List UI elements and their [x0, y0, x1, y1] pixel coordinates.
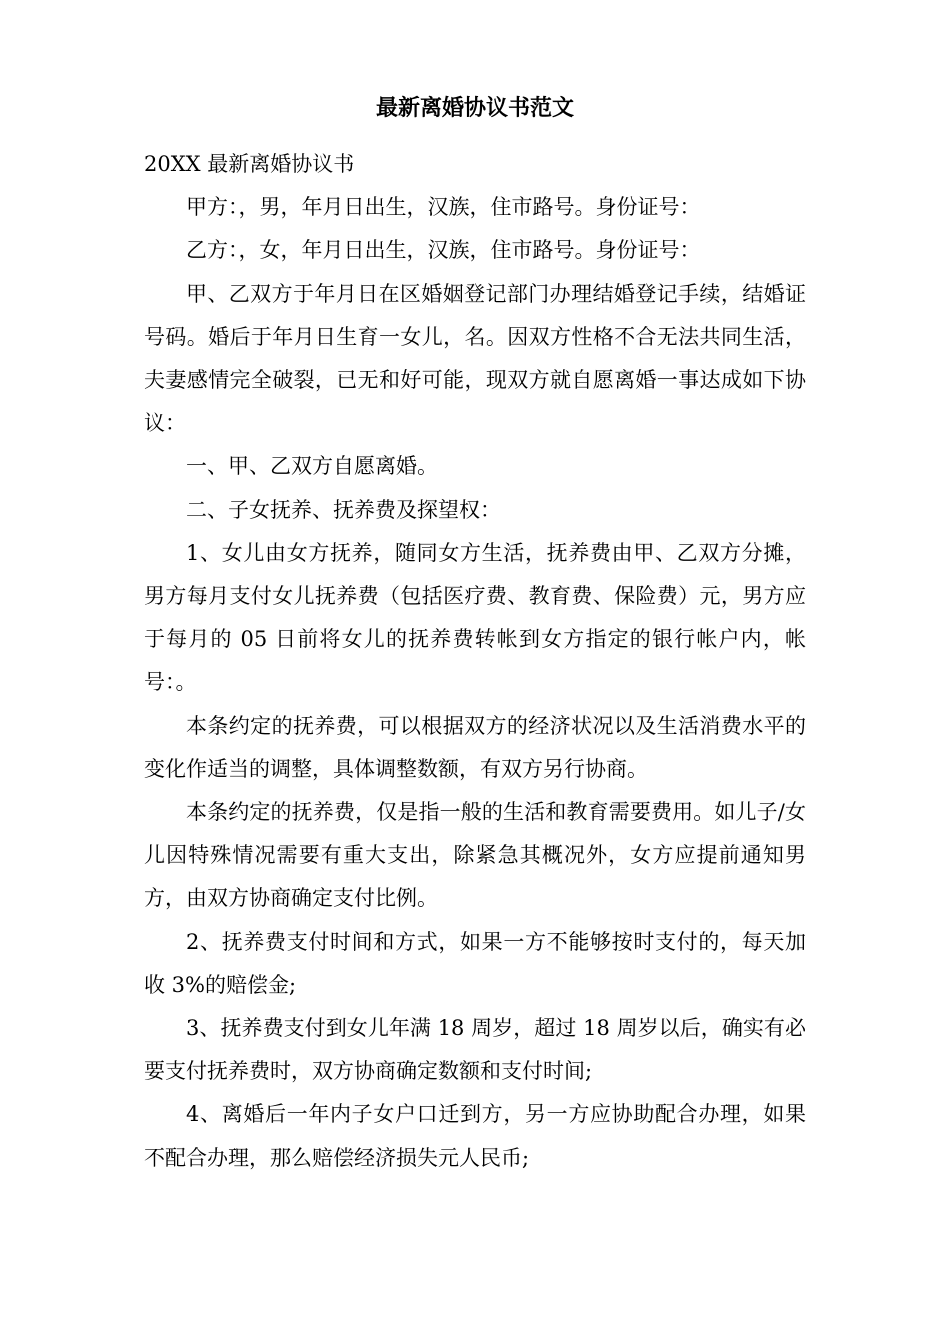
- clause-2-adjustment: 本条约定的抚养费，可以根据双方的经济状况以及生活消费水平的变化作适当的调整，具体调整数额，有双方另行协商。: [144, 713, 806, 781]
- document-title: 最新离婚协议书范文: [375, 95, 574, 121]
- clause-2-item-1: 1、女儿由女方抚养，随同女方生活，抚养费由甲、乙双方分摊，男方每月支付女儿抚养费（包括医疗费、教育费、保险费）元，男方应于每月的 05 日前将女儿的抚养费转帐到女方指定的银行帐户内，帐号：。: [144, 540, 806, 695]
- marriage-background: 甲、乙双方于年月日在区婚姻登记部门办理结婚登记手续，结婚证号码。婚后于年月日生育一女儿，名。因双方性格不合无法共同生活，夫妻感情完全破裂，已无和好可能，现双方就自愿离婚一事达成如下协议：: [144, 281, 806, 436]
- document-body: [144, 143, 806, 1180]
- clause-2-heading: 二、子女抚养、抚养费及探望权：: [186, 497, 501, 522]
- clause-1: 一、甲、乙双方自愿离婚。: [186, 454, 438, 479]
- party-b-info: 乙方：，女，年月日出生，汉族，住市路号。身份证号：: [186, 238, 701, 263]
- clause-2-item-2: 2、抚养费支付时间和方式，如果一方不能够按时支付的，每天加收 3%的赔偿金;: [144, 929, 806, 997]
- clause-2-item-4: 4、离婚后一年内子女户口迁到方，另一方应协助配合办理，如果不配合办理，那么赔偿经济损失元人民币;: [144, 1102, 806, 1170]
- clause-2-scope: 本条约定的抚养费，仅是指一般的生活和教育需要费用。如儿子/女儿因特殊情况需要有重大支出，除紧急其概况外，女方应提前通知男方，由双方协商确定支付比例。: [144, 800, 806, 911]
- document-subtitle: 20XX 最新离婚协议书: [144, 152, 355, 176]
- party-a-info: 甲方：，男，年月日出生，汉族，住市路号。身份证号：: [186, 195, 701, 220]
- clause-2-item-3: 3、抚养费支付到女儿年满 18 周岁，超过 18 周岁以后，确实有必要支付抚养费时，双方协商确定数额和支付时间;: [144, 1016, 806, 1084]
